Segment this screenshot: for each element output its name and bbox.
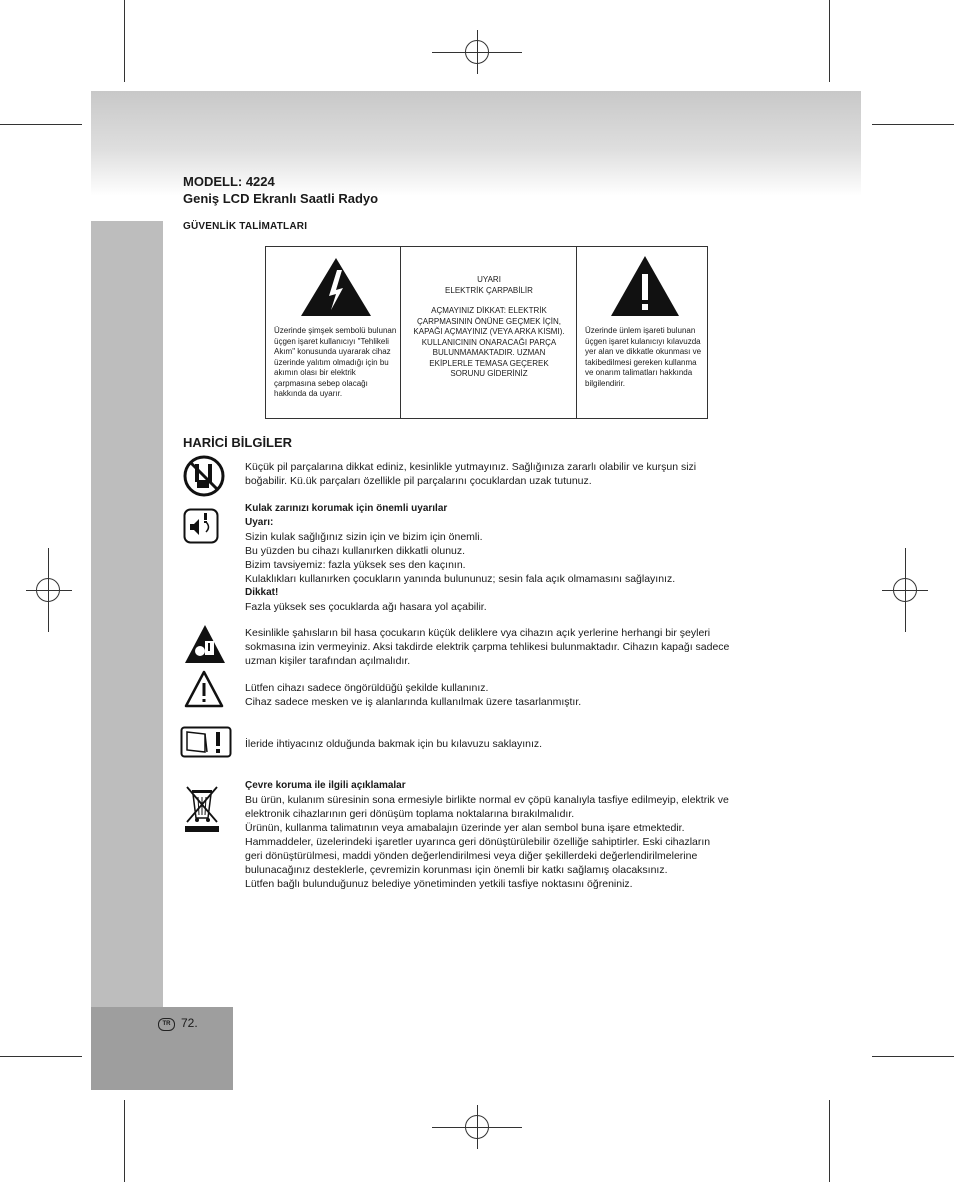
objects-text: Kesinlikle şahısların bil hasa çocukarın küçük deliklere vya cihazın açık yerlerine herhangi bir şeyleri sokmasına izin vermeyiniz. Aksi takdirde elektrik çarpma tehlikesi bulunmaktadır. Cihazın kapağı sadece uzman kişiler tarafından açılmalıdır. xyxy=(245,627,730,667)
manual-text: İleride ihtiyacınız olduğunda bakmak için bu kılavuzu saklayınız. xyxy=(245,738,543,750)
warning-description: AÇMAYINIZ DİKKAT: ELEKTRİK ÇARPMASININ ÖNÜNE GEÇMEK İÇİN, KAPAĞI AÇMAYINIZ (VEYA ARKA KISMI). KULLANICININ ONARACAĞI PARÇA BULUNMAMAKTADIR. UZMAN EKİPLERLE TEMASA GEÇEREK SORUNU GİDERİNİZ xyxy=(413,306,565,378)
page-title xyxy=(183,173,378,207)
language-badge: TR xyxy=(158,1018,175,1031)
exclamation-triangle-icon xyxy=(609,254,681,318)
crop-mark xyxy=(0,124,82,125)
lightning-triangle-icon xyxy=(299,256,373,318)
crop-mark xyxy=(829,0,830,82)
registration-circle-icon xyxy=(465,40,489,64)
crop-mark xyxy=(0,1056,82,1057)
lightning-description: Üzerinde şimşek sembolü bulunan üçgen işaret kullanıcıyı "Tehlikeli Akım" konusunda uyararak cihaz üzerinde yalıtım olmadığı için bu akımın olası bir elektrik çarpmasına sebep olacağı hakkında da uyarır. xyxy=(274,326,397,398)
read-manual-icon xyxy=(180,726,232,758)
page-number: 72. xyxy=(181,1016,198,1030)
shock-hazard-icon xyxy=(183,623,227,665)
registration-circle-icon xyxy=(36,578,60,602)
product-name: Geniş LCD Ekranlı Saatli Radyo xyxy=(183,191,379,206)
section-heading: HARİCİ BİLGİLER xyxy=(183,435,293,450)
no-swallow-battery-icon xyxy=(183,455,225,497)
weee-bin-icon xyxy=(183,784,221,834)
crop-mark xyxy=(872,1056,954,1057)
hearing-caution-label: Dikkat! xyxy=(245,587,279,598)
exclamation-description: Üzerinde ünlem işareti bulunan üçgen işaret kulanıcıyı kılavuzda yer alan ve dikkatle okunması ve takibedilmesi gereken kullanma ve onarım talimatları hakkında bilgilendirir. xyxy=(585,326,702,388)
crop-mark xyxy=(124,0,125,82)
crop-mark xyxy=(829,1100,830,1182)
warning-center-cell xyxy=(401,247,577,418)
hearing-heading: Kulak zarınızı korumak için önemli uyarılar xyxy=(245,503,448,514)
warning-triangle-icon xyxy=(183,669,225,709)
environment-heading: Çevre koruma ile ilgili açıklamalar xyxy=(245,780,406,791)
warning-title: UYARI xyxy=(477,275,501,284)
exclamation-cell xyxy=(577,247,708,418)
crop-mark xyxy=(872,124,954,125)
safety-title: GÜVENLİK TALİMATLARI xyxy=(183,221,308,232)
model-number: MODELL: 4224 xyxy=(183,174,275,189)
warning-subtitle: ELEKTRİK ÇARPABİLİR xyxy=(445,285,533,295)
safety-warning-table xyxy=(265,246,708,419)
crop-mark xyxy=(124,1100,125,1182)
registration-circle-icon xyxy=(465,1115,489,1139)
hearing-warning-icon xyxy=(183,508,219,544)
environment-text: Çevre koruma ile ilgili açıklamalar Bu ürün, kulanım süresinin sona ermesiyle birlikte normal ev çöpü kanalıyla tasfiye edilmeyip, elektrik ve elektronik cihazlarının geri dönüşüm toplama noktalarına bırakılmalıdır. Ürünün, kullanma talimatının veya amabalajın üzerinde yer alan sembol buna işare etmektedir. Hammaddeler, üzelerindeki işaretler uyarınca geri dönüştürülebilir özelliğe sahiptirler. Eski cihazların geri dönüştürülmesi, maddi yönden değerlendirilmesi veya diğer şekillerdeki değerlendirilmelerine bulunacağınız desteklerle, çevremizin korunması için önemli bir katkı sağlamış olacaksınız. Lütfen bağlı bulunduğunuz belediye yönetiminden yetkili tasfiye noktasını öğreniniz. xyxy=(245,779,790,891)
side-bar xyxy=(91,221,163,1007)
hearing-text: Kulak zarınızı korumak için önemli uyarılar Uyarı: Sizin kulak sağlığınız sizin için ve bizim için önemli. Bu yüzden bu cihazı kullanırken dikkatli olunuz. Bizim tavsiyemiz: fazla yüksek ses den kaçının. Kulaklıkları kullanırken çocukların yanında bulununuz; sesin fala açık olmamasını sağlayınız. Dikkat! Fazla yüksek ses çocuklarda ağı hasara yol açabilir. xyxy=(245,502,790,614)
hearing-warning-label: Uyarı: xyxy=(245,517,274,528)
registration-circle-icon xyxy=(893,578,917,602)
lightning-cell xyxy=(266,247,401,418)
battery-text: Küçük pil parçalarına dikkat ediniz, kesinlikle yutmayınız. Sağlığınıza zararlı olabilir ve kurşun sizi boğabilir. Kü.ük parçaları özellikle pil parçalarını çocuklardan uzak tutunuz. xyxy=(245,461,697,487)
usage-text: Lütfen cihazı sadece öngörüldüğü şekilde kullanınız. Cihaz sadece mesken ve iş alanlarında kullanılmak üzere tasarlanmıştır. xyxy=(245,682,582,708)
